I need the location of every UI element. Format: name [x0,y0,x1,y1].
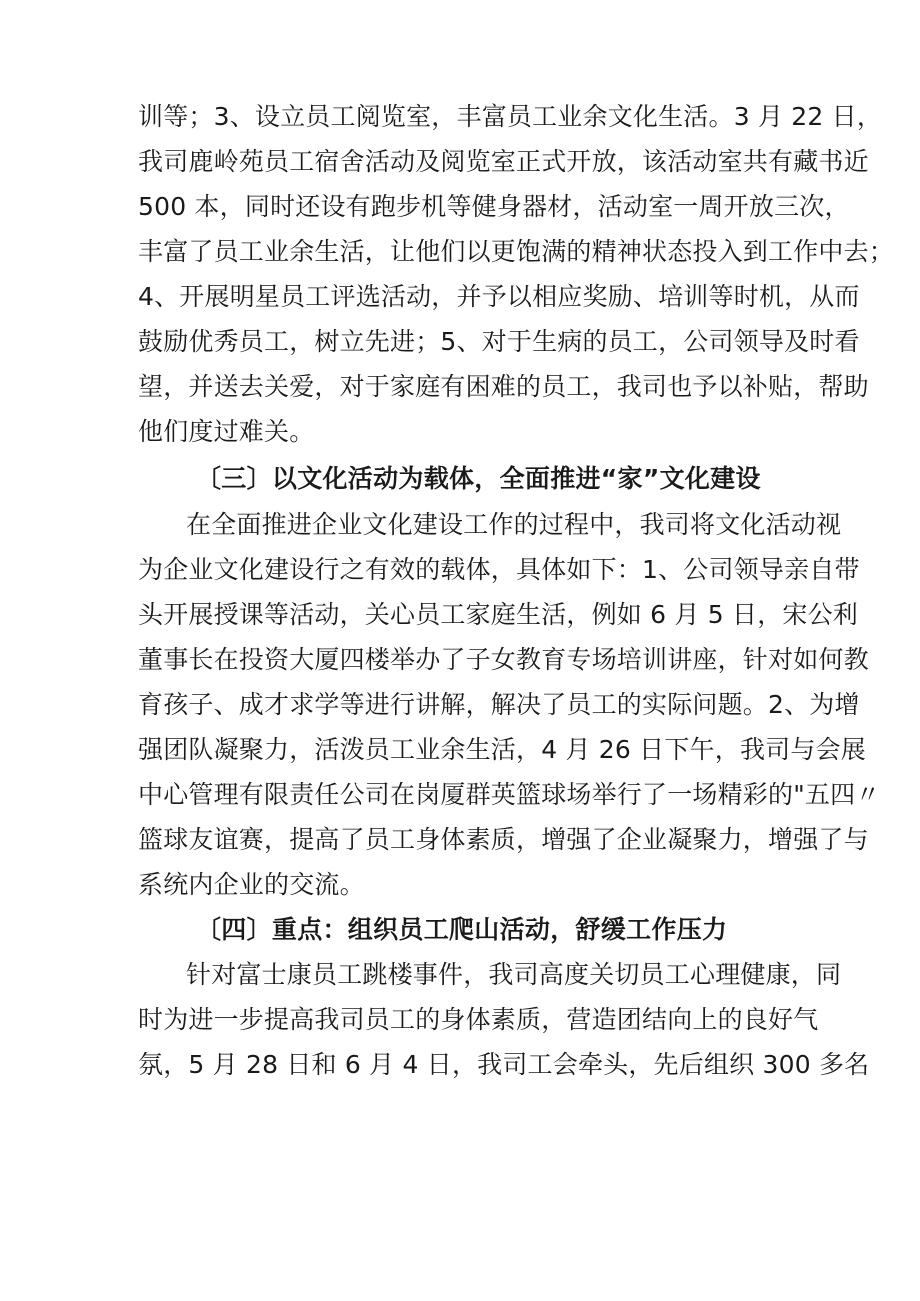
paragraph-line: 训等；3、设立员工阅览室，丰富员工业余文化生活。3 月 22 日， [138,102,883,131]
section-heading: 〔四〕重点：组织员工爬山活动，舒缓工作压力 [196,915,728,944]
paragraph-line: 丰富了员工业余生活，让他们以更饱满的精神状态投入到工作中去； [138,237,895,266]
section-heading: 〔三〕以文化活动为载体，全面推进“家”文化建设 [196,464,761,493]
paragraph-line: 头开展授课等活动，关心员工家庭生活，例如 6 月 5 日，宋公利 [138,600,859,629]
paragraph-line: 4、开展明星员工评选活动，并予以相应奖励、培训等时机，从而 [138,282,860,311]
paragraph-line: 中心管理有限责任公司在岗厦群英篮球场举行了一场精彩的"五四〃 [138,780,881,809]
paragraph-line: 500 本，同时还设有跑步机等健身器材，活动室一周开放三次， [138,192,850,221]
paragraph-line: 育孩子、成才求学等进行讲解，解决了员工的实际问题。2、为增 [138,690,860,719]
paragraph-line: 时为进一步提高我司员工的身体素质，营造团结向上的良好气 [138,1005,819,1034]
paragraph-line: 鼓励优秀员工，树立先进；5、对于生病的员工，公司领导及时看 [138,327,860,356]
paragraph-line: 为企业文化建设行之有效的载体，具体如下：1、公司领导亲自带 [138,555,860,584]
paragraph-line: 针对富士康员工跳楼事件，我司高度关切员工心理健康，同 [186,960,842,989]
paragraph-line: 董事长在投资大厦四楼举办了子女教育专场培训讲座，针对如何教 [138,645,869,674]
paragraph-line: 氛，5 月 28 日和 6 月 4 日，我司工会牵头，先后组织 300 多名 [138,1050,870,1079]
paragraph-line: 在全面推进企业文化建设工作的过程中，我司将文化活动视 [186,510,842,539]
paragraph-line: 望，并送去关爱，对于家庭有困难的员工，我司也予以补贴，帮助 [138,372,869,401]
paragraph-line: 篮球友谊赛，提高了员工身体素质，增强了企业凝聚力，增强了与 [138,825,869,854]
paragraph-line: 系统内企业的交流。 [138,870,365,899]
paragraph-line: 他们度过难关。 [138,417,315,446]
paragraph-line: 强团队凝聚力，活泼员工业余生活，4 月 26 日下午，我司与会展 [138,735,866,764]
paragraph-line: 我司鹿岭苑员工宿舍活动及阅览室正式开放，该活动室共有藏书近 [138,147,869,176]
